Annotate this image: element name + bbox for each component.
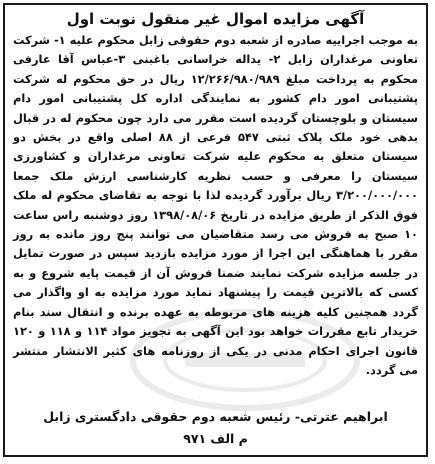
notice-frame <box>3 3 428 457</box>
signature-line: ابراهیم عترتی- رئیس شعبه دوم حقوقی دادگستری زابل <box>43 409 388 424</box>
reference-number: م الف ۹۷۱ <box>183 431 248 446</box>
notice-body: به موجب اجراییه صادره از شعبه دوم حقوقی زابل محکوم علیه ۱- شرکت تعاونی مرغداران زابل ۲- یداله خراسانی باغبنی ۳-عباس آقا عارفی محکوم به پرداخت مبلغ ۱۲/۲۶۶/۹۸۰/۹۸۹ ریال در حق محکوم له شرکت پشتیبانی امور دام کشور به نمایندگی اداره کل پشتیبانی امور دام سیستان و بلوچستان گردیده است مقرر می دارد چون محکوم له در قبال بدهی خود ملک پلاک ثبتی ۵۴۷ فرعی از ۸۸ اصلی واقع در بخش دو سیستان متعلق به محکوم علیه شرکت تعاونی مرغداران و کشاورزی سیستان را معرفی و حسب نظریه کارشناسی ارزش ملک جمعا ۳/۲۰۰/۰۰۰/۰۰۰ ریال برآورد گردیده لذا با توجه به تقاضای محکوم له ملک فوق الذکر از طریق مزایده در تاریخ ۱۳۹۸/۰۸/۰۶ روز دوشنبه راس ساعت ۱۰ صبح به فروش می رسد متقاضیان می توانند پنج روز مانده به روز مقرر با هماهنگی این اجرا از مورد مزایده بازدید سپس در صورت تمایل در جلسه مزایده شرکت نمایند ضمنا فروش آن از قیمت پایه شروع و به کسی که بالاترین قیمت را پیشنهاد نماید مورد مزایده به او واگذار می گردد همچنین کلیه هزینه های مربوطه به عهده برنده و انتقال سند بنام خریدار تابع مقررات خواهد بود این آگهی به تجویز مواد ۱۱۴ و ۱۱۸ و ۱۲۰ قانون اجرای احکام مدنی در یکی از روزنامه های کثیر الانتشار منتشر می گردد. <box>13 33 418 377</box>
notice-title: آگهی مزایده اموال غیر منقول نوبت اول <box>66 10 365 28</box>
